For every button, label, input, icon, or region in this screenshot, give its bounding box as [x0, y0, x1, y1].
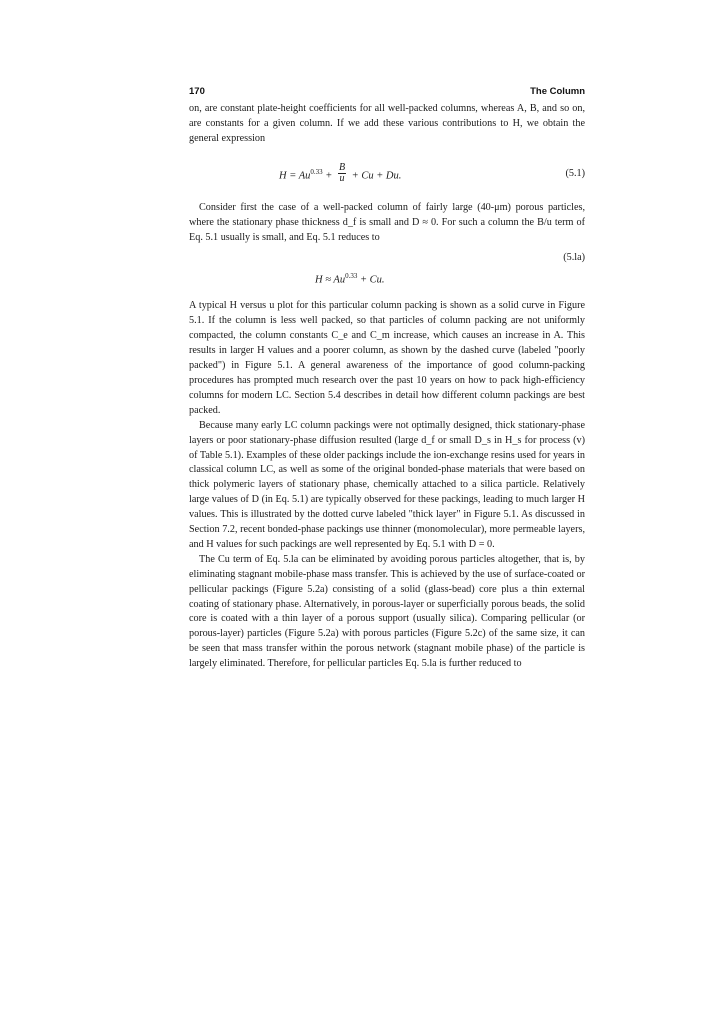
paragraph-4: Because many early LC column packings were not optimally designed, thick stationary-phase layers or poor stationary-phase diffusion resulted (large d_f or small D_s in H_s for process (v) of Table 5.1). Examples of these older packings include the ion-exchange resins used for years in classical column LC, as well as some of the original bonded-phase materials that were based on thick polymeric layers of stationary phase, chemically attached to a silica particle. Relatively large values of D (in Eq. 5.1) are typically observed for these packings, leading to much larger H values. This is illustrated by the dotted curve labeled "thick layer" in Figure 5.1. As discussed in Section 7.2, recent bonded-phase packings use thinner (monomolecular), more permeable layers, and H values for such packings are well represented by Eq. 5.1 with D = 0.: [189, 419, 585, 550]
equation-5-1: [189, 155, 585, 191]
eq1-plus: +: [322, 170, 335, 182]
paragraph-2: Consider first the case of a well-packed column of fairly large (40-μm) porous particles, where the stationary phase thickness d_f is small and D ≈ 0. For such a column the B/u term of Eq. 5.1 usually is small, and Eq. 5.1 reduces to: [189, 201, 585, 243]
equation-5-1-number: (5.1): [565, 167, 585, 179]
running-title: The Column: [530, 86, 585, 97]
running-header: [189, 86, 585, 100]
body-text: [189, 102, 585, 672]
eq2-lhs: H ≈ Au: [315, 274, 346, 286]
eq2-rest: + Cu.: [357, 274, 385, 286]
paragraph-1: on, are constant plate-height coefficients for all well-packed columns, whereas A, B, and so on, are constants for a given column. If we add these various contributions to H, we obtain the general expression: [189, 103, 585, 144]
paragraph-5: The Cu term of Eq. 5.la can be eliminated by avoiding porous particles altogether, that is, by eliminating stagnant mobile-phase mass transfer. This is achieved by the use of surface-coated or pellicular packings (Figure 5.2a) consisting of a solid (glass-bead) core plus a thin external coating of stationary phase. Alternatively, in porous-layer or superficially porous beads, the solid core is coated with a thin layer of a porous support (usually silica). Comparing pellicular (or porous-layer) particles (Figure 5.2a) with porous particles (Figure 5.2c) of the same size, it can be seen that mass transfer within the porous network (stagnant mobile phase) of the particle is largely eliminated. Therefore, for pellicular particles Eq. 5.la is further reduced to: [189, 553, 585, 670]
page-number: 170: [189, 86, 205, 97]
equation-5-1-expression: [279, 162, 402, 187]
eq1-rest: + Cu + Du.: [349, 170, 402, 182]
eq1-lhs: H = Au: [279, 170, 311, 182]
eq2-exponent: 0.33: [345, 272, 358, 281]
eq1-exponent: 0.33: [310, 167, 323, 176]
equation-5-1a-expression: [315, 269, 385, 288]
paragraph-3: A typical H versus u plot for this particular column packing is shown as a solid curve in Figure 5.1. If the column is less well packed, so that particles of column packing are not uniformly compacted, the column constants C_e and C_m increase, which causes an increase in A. This results in larger H values and a poorer column, as shown by the dashed curve (labeled "poorly packed") in Figure 5.1. A general awareness of the importance of good column-packing procedures has prompted much research over the past 10 years on how to pack high-efficiency columns for modern LC. Section 5.4 describes in detail how different column packings are best packed.: [189, 300, 585, 416]
eq1-frac-num: B: [338, 162, 346, 174]
eq1-fraction: [338, 163, 346, 184]
eq1-frac-den: u: [339, 173, 345, 185]
equation-5-1a: [189, 251, 585, 291]
equation-5-1a-number: (5.la): [563, 252, 585, 264]
